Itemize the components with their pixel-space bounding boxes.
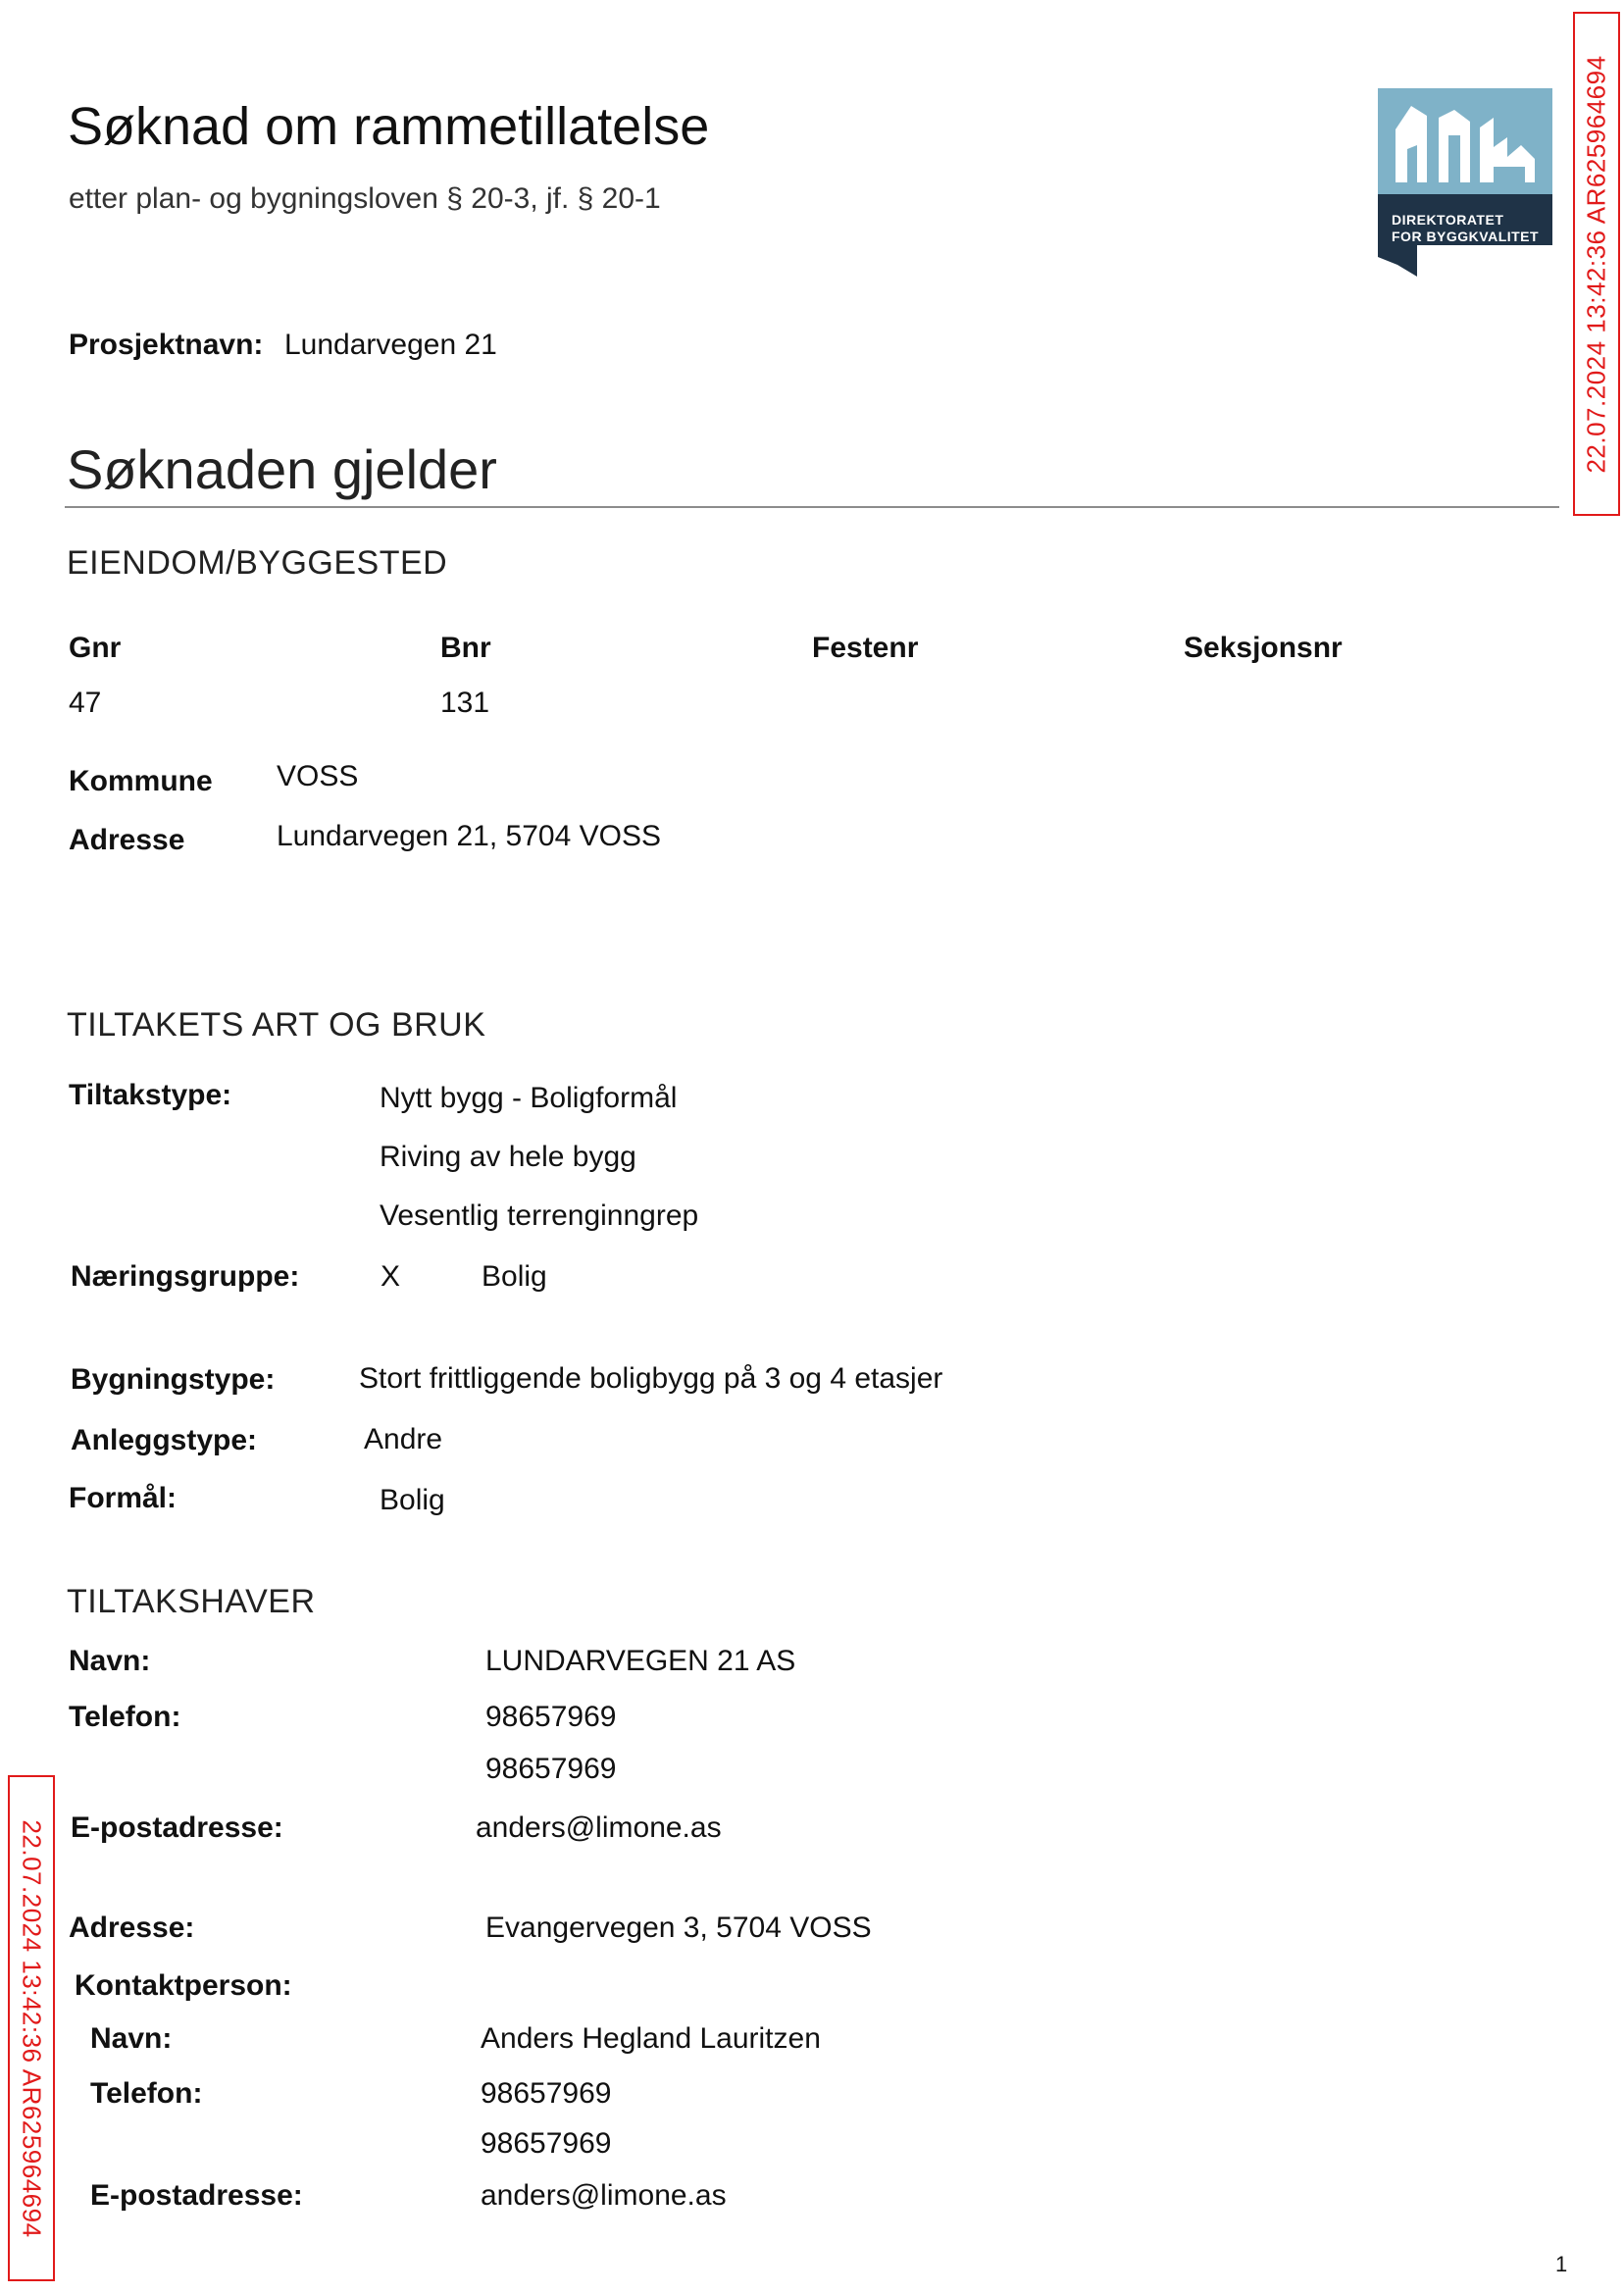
col-gnr-label: Gnr [69, 632, 122, 664]
col-festenr-label: Festenr [812, 632, 919, 664]
document-subtitle: etter plan- og bygningsloven § 20-3, jf. § 20-1 [69, 182, 661, 215]
page-number: 1 [1555, 2252, 1568, 2276]
archive-stamp-left-text: 22.07.2024 13:42:36 AR625964694 [17, 1818, 47, 2238]
section-title: Søknaden gjelder [67, 438, 497, 500]
tiltakshaver-epost-value: anders@limone.as [476, 1811, 722, 1844]
kontaktperson-label: Kontaktperson: [75, 1969, 292, 2002]
col-bnr-label: Bnr [440, 632, 491, 664]
dibk-logo [1378, 88, 1552, 277]
bnr-value: 131 [440, 687, 490, 719]
formal-value: Bolig [380, 1484, 445, 1516]
dibk-logo-graphic [1378, 88, 1552, 277]
project-name-label: Prosjektnavn: [69, 329, 264, 361]
eiendom-heading: EIENDOM/BYGGESTED [67, 544, 448, 582]
naeringsgruppe-label: Næringsgruppe: [71, 1260, 300, 1293]
col-seksjonsnr-label: Seksjonsnr [1184, 632, 1343, 664]
tiltakshaver-adresse-value: Evangervegen 3, 5704 VOSS [485, 1912, 872, 1944]
section-divider [65, 506, 1559, 508]
bygningstype-value: Stort frittliggende boligbygg på 3 og 4 etasjer [359, 1362, 943, 1395]
kontakt-telefon-value: 98657969 [481, 2127, 612, 2160]
kontakt-epost-value: anders@limone.as [481, 2179, 727, 2212]
kontakt-telefon-label: Telefon: [90, 2077, 203, 2110]
tiltakstype-item: Nytt bygg - Boligformål [380, 1082, 678, 1114]
kontakt-navn-label: Navn: [90, 2022, 173, 2055]
document-title: Søknad om rammetillatelse [68, 97, 710, 156]
project-name-value: Lundarvegen 21 [284, 329, 497, 361]
kontakt-epost-label: E-postadresse: [90, 2179, 303, 2212]
tiltakshaver-epost-label: E-postadresse: [71, 1811, 283, 1844]
tiltakshaver-telefon-value: 98657969 [485, 1701, 617, 1733]
tiltakshaver-telefon-label: Telefon: [69, 1701, 181, 1733]
archive-stamp-top-right [1573, 12, 1620, 516]
naeringsgruppe-value: Bolig [482, 1260, 547, 1293]
logo-text-line2: FOR BYGGKVALITET [1392, 229, 1540, 244]
gnr-value: 47 [69, 687, 102, 719]
archive-stamp-top-right-text: 22.07.2024 13:42:36 AR625964694 [1581, 54, 1611, 474]
eiendom-adresse-value: Lundarvegen 21, 5704 VOSS [277, 820, 661, 852]
tiltakshaver-adresse-label: Adresse: [69, 1912, 195, 1944]
archive-stamp-left [8, 1775, 55, 2281]
logo-text-line1: DIREKTORATET [1392, 212, 1504, 228]
anleggstype-label: Anleggstype: [71, 1424, 258, 1456]
eiendom-adresse-label: Adresse [69, 824, 185, 856]
tiltakstype-label: Tiltakstype: [69, 1079, 232, 1111]
kontakt-navn-value: Anders Hegland Lauritzen [481, 2022, 821, 2055]
naeringsgruppe-code: X [381, 1260, 401, 1293]
tiltakshaver-heading: TILTAKSHAVER [67, 1583, 316, 1620]
tiltak-heading: TILTAKETS ART OG BRUK [67, 1006, 486, 1044]
kontakt-telefon-value: 98657969 [481, 2077, 612, 2110]
kommune-label: Kommune [69, 765, 213, 797]
tiltakshaver-telefon-value: 98657969 [485, 1753, 617, 1785]
kommune-value: VOSS [277, 760, 359, 792]
tiltakstype-item: Riving av hele bygg [380, 1141, 636, 1173]
bygningstype-label: Bygningstype: [71, 1363, 276, 1396]
formal-label: Formål: [69, 1482, 178, 1514]
tiltakstype-item: Vesentlig terrenginngrep [380, 1199, 699, 1232]
anleggstype-value: Andre [364, 1423, 443, 1455]
tiltakshaver-navn-value: LUNDARVEGEN 21 AS [485, 1645, 796, 1677]
tiltakshaver-navn-label: Navn: [69, 1645, 151, 1677]
